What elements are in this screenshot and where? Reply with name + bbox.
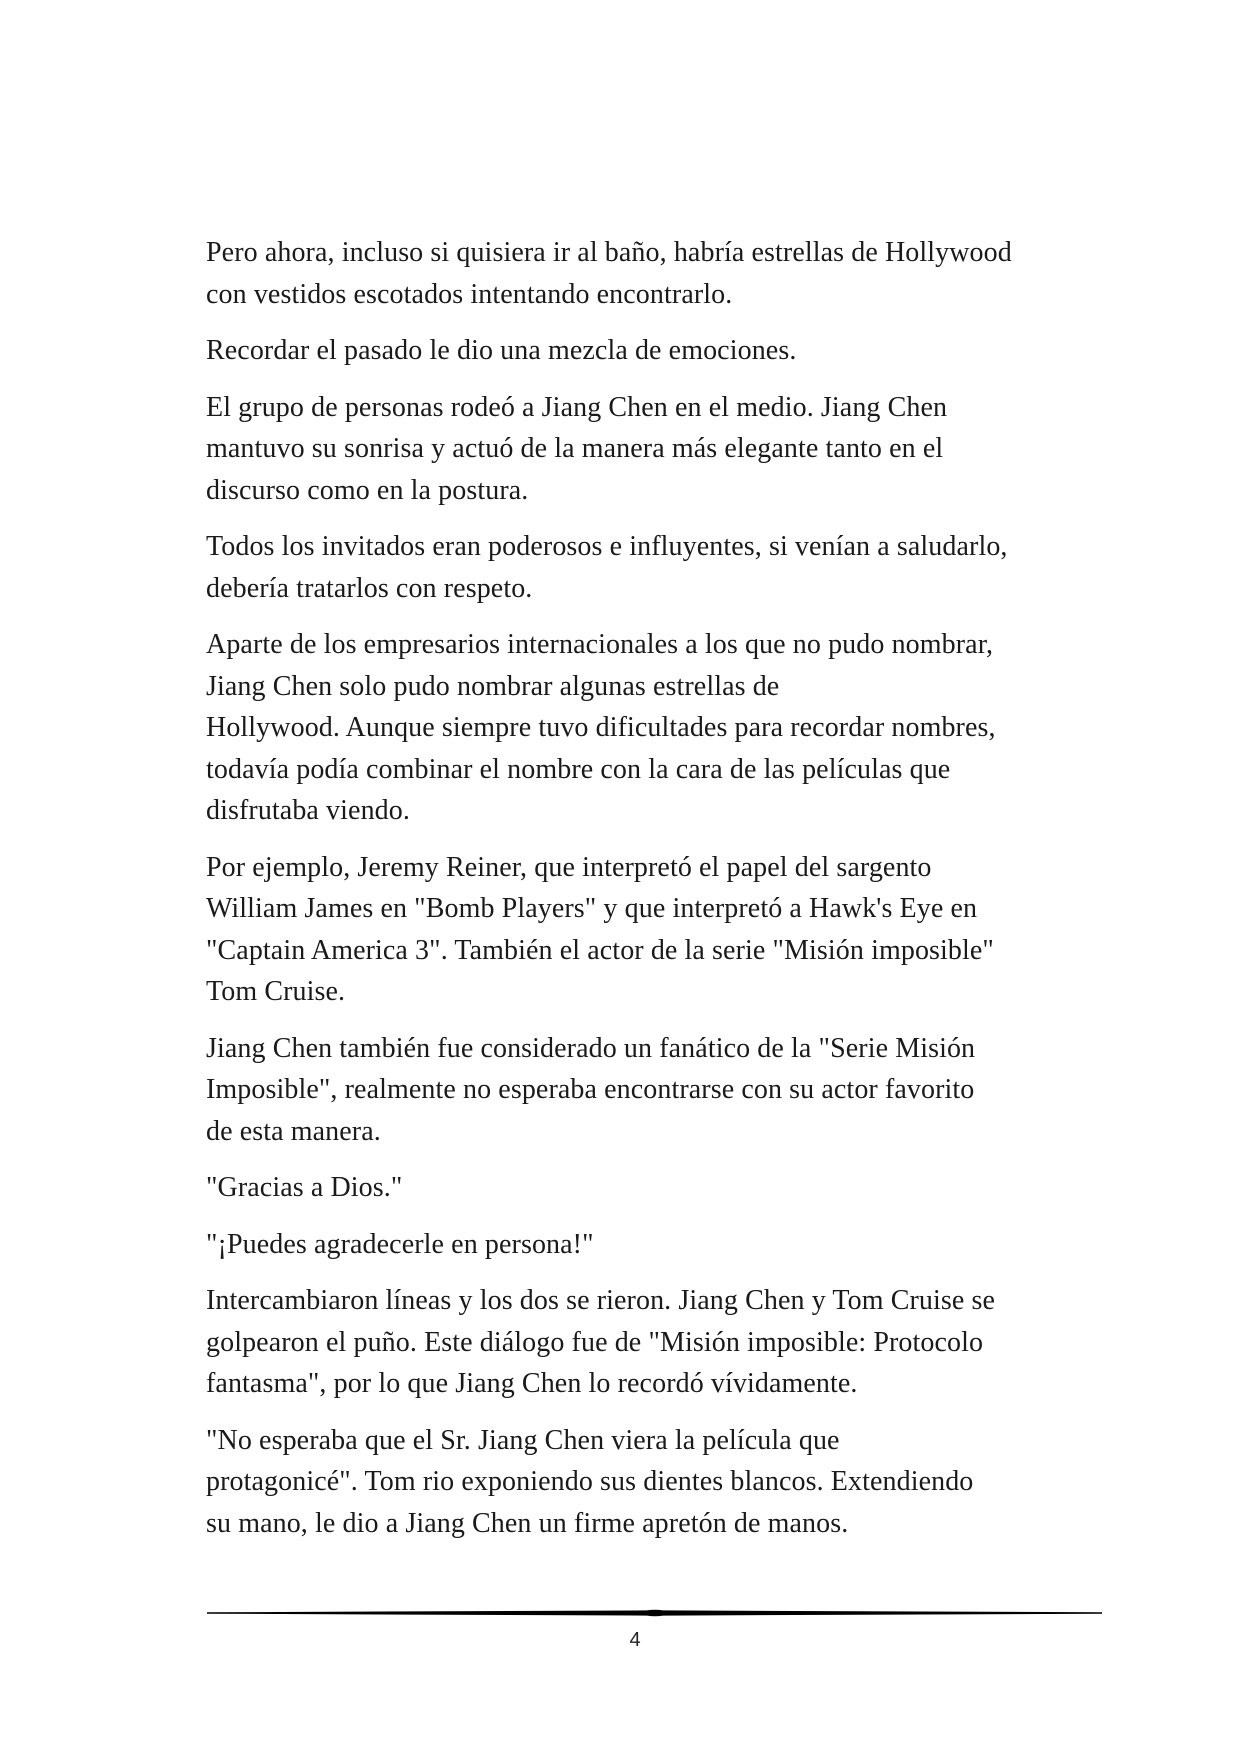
paragraph [206, 1224, 1066, 1266]
paragraph [206, 1280, 1066, 1405]
text-line: William James en "Bomb Players" y que interpretó a Hawk's Eye en [206, 893, 978, 924]
text-line: Pero ahora, incluso si quisiera ir al baño, habría estrellas de Hollywood [206, 237, 1012, 268]
text-line: "¡Puedes agradecerle en persona!" [206, 1228, 594, 1260]
body-text [206, 232, 1066, 1559]
text-line: debería tratarlos con respeto. [206, 572, 533, 604]
text-line: Tom Cruise. [206, 976, 346, 1007]
text-line: "Gracias a Dios." [206, 1172, 403, 1203]
text-line: protagonicé". Tom rio exponiendo sus dientes blancos. Extendiendo [206, 1466, 974, 1497]
text-line: disfrutaba viendo. [206, 795, 410, 826]
paragraph [206, 387, 1066, 512]
text-line: Todos los invitados eran poderosos e influyentes, si venían a saludarlo, [206, 531, 1008, 562]
text-line: Jiang Chen solo pudo nombrar algunas estrellas de [206, 670, 780, 702]
text-line: con vestidos escotados intentando encontrarlo. [206, 278, 733, 310]
text-line: Jiang Chen también fue considerado un fanático de la "Serie Misión [206, 1032, 976, 1064]
paragraph [206, 1028, 1066, 1153]
page-number: 4 [629, 1629, 641, 1651]
text-line: de esta manera. [206, 1115, 381, 1147]
paragraph [206, 526, 1066, 609]
text-line: su mano, le dio a Jiang Chen un firme apretón de manos. [206, 1507, 849, 1539]
text-line: discurso como en la postura. [206, 474, 529, 506]
text-line: todavía podía combinar el nombre con la cara de las películas que [206, 753, 951, 785]
paragraph [206, 1167, 1066, 1209]
paragraph [206, 1420, 1066, 1545]
paragraph [206, 330, 1066, 372]
text-line: fantasma", por lo que Jiang Chen lo recordó vívidamente. [206, 1368, 858, 1399]
text-line: Aparte de los empresarios internacionales a los que no pudo nombrar, [206, 629, 994, 660]
paragraph [206, 847, 1066, 1013]
text-line: mantuvo su sonrisa y actuó de la manera más elegante tanto en el [206, 433, 944, 464]
footer-divider [207, 1606, 1102, 1620]
text-line: "No esperaba que el Sr. Jiang Chen viera la película que [206, 1424, 840, 1456]
text-line: Hollywood. Aunque siempre tuvo dificultades para recordar nombres, [206, 712, 996, 743]
paragraph [206, 232, 1066, 315]
text-line: El grupo de personas rodeó a Jiang Chen en el medio. Jiang Chen [206, 391, 948, 423]
text-line: Intercambiaron líneas y los dos se rieron. Jiang Chen y Tom Cruise se [206, 1285, 996, 1316]
text-line: "Captain America 3". También el actor de la serie "Misión imposible" [206, 934, 994, 966]
text-line: Por ejemplo, Jeremy Reiner, que interpretó el papel del sargento [206, 851, 932, 883]
paragraph [206, 624, 1066, 832]
text-line: Imposible", realmente no esperaba encontrarse con su actor favorito [206, 1074, 975, 1105]
text-line: golpearon el puño. Este diálogo fue de "Misión imposible: Protocolo [206, 1326, 984, 1358]
text-line: Recordar el pasado le dio una mezcla de emociones. [206, 335, 797, 366]
